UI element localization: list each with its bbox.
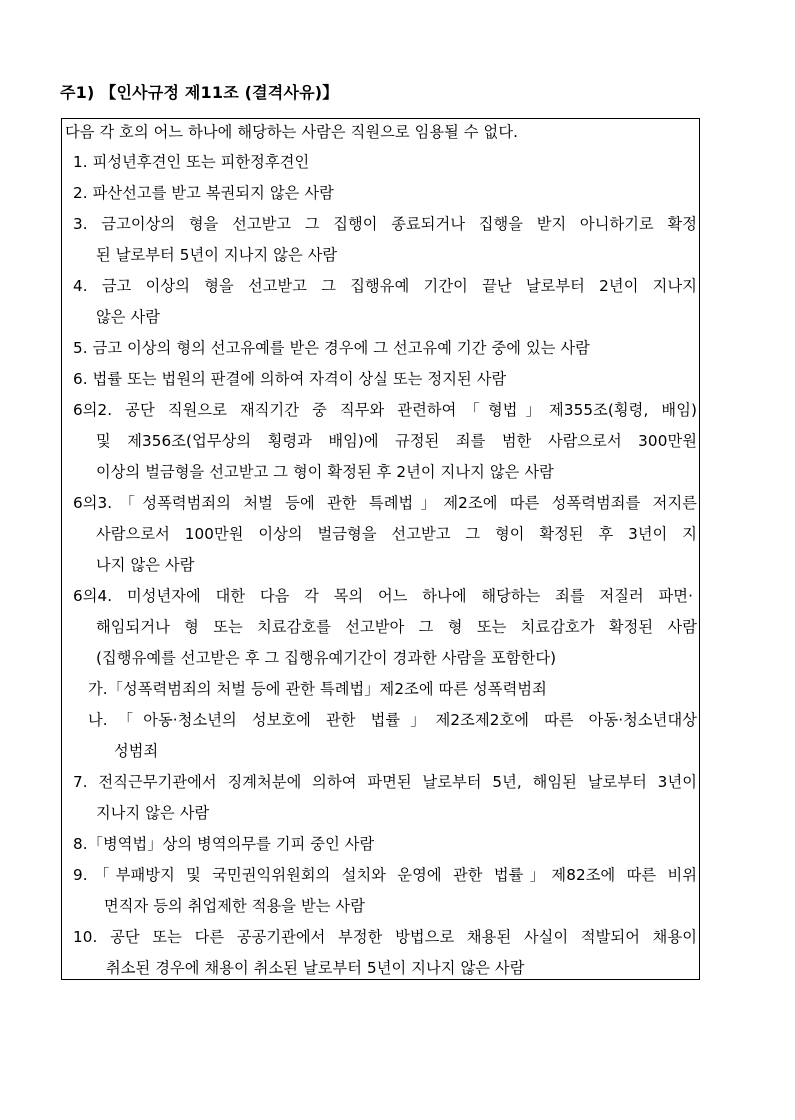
item-5: 5. 금고 이상의 형의 선고유예를 받은 경우에 그 선고유예 기간 중에 있는 사람 xyxy=(73,339,590,357)
item-6-2-cont-2: 이상의 벌금형을 선고받고 그 형이 확정된 후 2년이 지나지 않은 사람 xyxy=(96,463,554,481)
item-6-4-cont-2: (집행유예를 선고받은 후 그 집행유예기간이 경과한 사람을 포함한다) xyxy=(96,649,557,667)
item-4: 4. 금고 이상의 형을 선고받고 그 집행유예 기간이 끝난 날로부터 2년이 지나지 xyxy=(73,277,697,295)
article-heading: 주1) 【인사규정 제11조 (결격사유)】 xyxy=(60,83,339,102)
item-6-4-na-cont: 성범죄 xyxy=(114,742,159,760)
item-6-3: 6의3.「성폭력범죄의 처벌 등에 관한 특례법」제2조에 따른 성폭력범죄를 저지른 xyxy=(73,494,697,512)
intro-line: 다음 각 호의 어느 하나에 해당하는 사람은 직원으로 임용될 수 없다. xyxy=(65,123,519,141)
item-9: 9.「부패방지 및 국민권익위원회의 설치와 운영에 관한 법률」제82조에 따른 비위 xyxy=(73,866,697,884)
item-8: 8.「병역법」상의 병역의무를 기피 중인 사람 xyxy=(73,835,375,853)
item-6-2-cont-1: 및 제356조(업무상의 횡령과 배임)에 규정된 죄를 범한 사람으로서 300만원 xyxy=(96,432,697,450)
item-7: 7. 전직근무기관에서 징계처분에 의하여 파면된 날로부터 5년, 해임된 날로부터 3년이 xyxy=(73,773,697,791)
item-9-cont: 면직자 등의 취업제한 적용을 받는 사람 xyxy=(104,897,365,915)
item-6-2: 6의2. 공단 직원으로 재직기간 중 직무와 관련하여「형법」제355조(횡령, 배임) xyxy=(73,401,697,419)
item-6-4: 6의4. 미성년자에 대한 다음 각 목의 어느 하나에 해당하는 죄를 저질러 파면· xyxy=(73,587,693,605)
item-6-3-cont-2: 나지 않은 사람 xyxy=(96,556,195,574)
item-3-cont: 된 날로부터 5년이 지나지 않은 사람 xyxy=(96,246,338,264)
item-6-4-ga: 가.「성폭력범죄의 처벌 등에 관한 특례법」제2조에 따른 성폭력범죄 xyxy=(88,680,547,698)
item-6-4-na: 나.「아동·청소년의 성보호에 관한 법률」제2조제2호에 따른 아동·청소년대상 xyxy=(88,711,697,729)
disqualification-box xyxy=(61,118,700,980)
item-2: 2. 파산선고를 받고 복권되지 않은 사람 xyxy=(73,184,334,202)
item-4-cont: 않은 사람 xyxy=(96,308,161,326)
item-1: 1. 피성년후견인 또는 피한정후견인 xyxy=(73,153,310,171)
item-10-cont: 취소된 경우에 채용이 취소된 날로부터 5년이 지나지 않은 사람 xyxy=(106,959,525,977)
item-6-3-cont-1: 사람으로서 100만원 이상의 벌금형을 선고받고 그 형이 확정된 후 3년이 지 xyxy=(96,525,697,543)
item-7-cont: 지나지 않은 사람 xyxy=(96,804,210,822)
item-3: 3. 금고이상의 형을 선고받고 그 집행이 종료되거나 집행을 받지 아니하기로 확정 xyxy=(73,215,697,233)
item-6-4-cont-1: 해임되거나 형 또는 치료감호를 선고받아 그 형 또는 치료감호가 확정된 사람 xyxy=(96,618,697,636)
item-10: 10. 공단 또는 다른 공공기관에서 부정한 방법으로 채용된 사실이 적발되어 채용이 xyxy=(73,928,697,946)
item-6: 6. 법률 또는 법원의 판결에 의하여 자격이 상실 또는 정지된 사람 xyxy=(73,370,507,388)
